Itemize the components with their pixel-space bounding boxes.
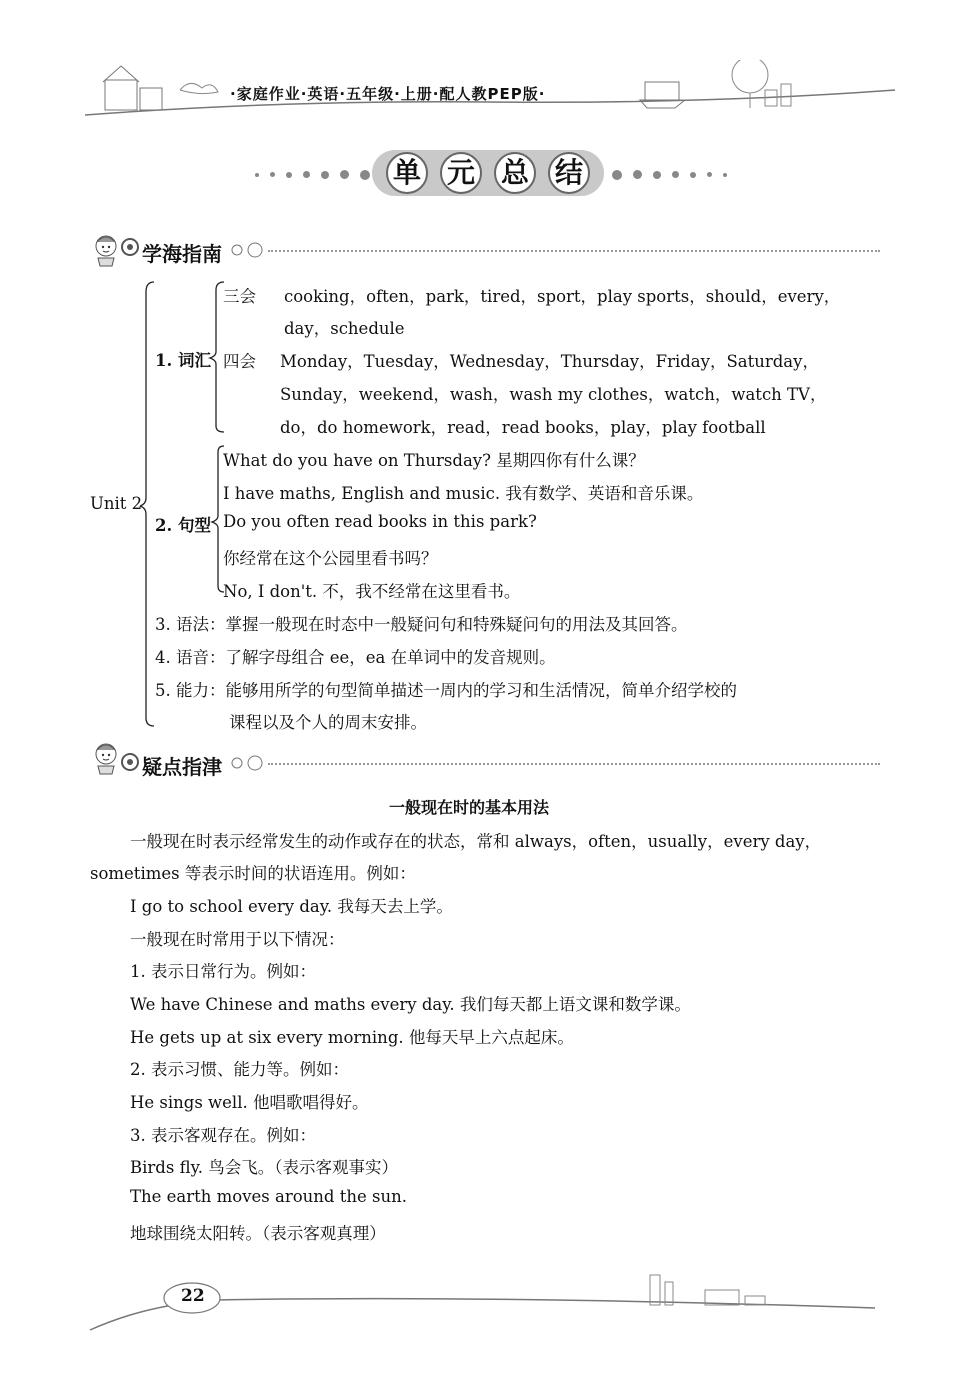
section-title-study-guide: 学海指南 — [142, 242, 222, 266]
banner-char: 元 — [440, 152, 482, 194]
banner-dots-left — [255, 164, 381, 183]
article-paragraph-line: 一般现在时表示经常发生的动作或存在的状态，常和 always，often，usually，every day， — [130, 832, 822, 851]
sentence-line: Do you often read books in this park? — [223, 512, 537, 531]
vocab-label — [155, 347, 211, 371]
section-title-tips: 疑点指津 — [142, 755, 222, 779]
banner-char: 单 — [386, 152, 428, 194]
sentence-line: No, I don't. 不，我不经常在这里看书。 — [223, 582, 521, 601]
case-heading: 1. 表示日常行为。例如： — [130, 962, 316, 981]
header-title: ·家庭作业·英语·五年级·上册·配人教PEP版· — [230, 85, 546, 103]
case-heading: 2. 表示习惯、能力等。例如： — [130, 1060, 349, 1079]
section-divider — [268, 763, 880, 765]
sentence-line: What do you have on Thursday? 星期四你有什么课？ — [223, 451, 645, 470]
article-title: 一般现在时的基本用法 — [389, 798, 550, 817]
article-paragraph-line: 一般现在时常用于以下情况： — [130, 930, 345, 949]
article-paragraph-line: sometimes 等表示时间的状语连用。例如： — [90, 864, 416, 883]
sentence-line: I have maths, English and music. 我有数学、英语和音乐课。 — [223, 484, 704, 503]
banner-dots-right — [612, 164, 738, 183]
sihui-line: Sunday，weekend，wash，wash my clothes，watch，watch TV， — [280, 385, 827, 404]
ability-line: 课程以及个人的周末安排。 — [229, 713, 427, 732]
sihui-line: do，do homework，read，read books，play，play football — [280, 418, 766, 437]
section-bullet-icon — [120, 752, 140, 772]
loop-ornament-icon — [230, 755, 266, 771]
sentence-line: 你经常在这个公园里看书吗？ — [223, 549, 438, 568]
sihui-label: 四会 — [223, 352, 256, 371]
example-line: Birds fly. 鸟会飞。（表示客观事实） — [130, 1158, 398, 1177]
example-line: I go to school every day. 我每天去上学。 — [130, 897, 453, 916]
grammar-line: 3. 语法：掌握一般现在时态中一般疑问句和特殊疑问句的用法及其回答。 — [155, 615, 688, 634]
ability-line: 5. 能力：能够用所学的句型简单描述一周内的学习和生活情况，简单介绍学校的 — [155, 681, 737, 700]
case-heading: 3. 表示客观存在。例如： — [130, 1126, 316, 1145]
phonics-line: 4. 语音：了解字母组合 ee，ea 在单词中的发音规则。 — [155, 648, 556, 667]
unit-summary-banner — [372, 150, 604, 196]
page-number: 22 — [181, 1286, 205, 1306]
sentences-label: 2. 句型 — [155, 516, 211, 535]
vocab-label-text: 1. 词汇 — [155, 351, 211, 370]
banner-char: 总 — [494, 152, 536, 194]
example-line: We have Chinese and maths every day. 我们每天都上语文课和数学课。 — [130, 995, 691, 1014]
example-line: He sings well. 他唱歌唱得好。 — [130, 1093, 369, 1112]
tree-root-unit: Unit 2 — [90, 494, 143, 513]
example-line: The earth moves around the sun. — [130, 1187, 407, 1206]
sihui-line: Monday，Tuesday，Wednesday，Thursday，Friday，Saturday， — [280, 352, 819, 371]
example-line: He gets up at six every morning. 他每天早上六点起床。 — [130, 1028, 574, 1047]
section-divider — [268, 250, 880, 252]
loop-ornament-icon — [230, 242, 266, 258]
sanhui-label: 三会 — [223, 287, 256, 306]
sanhui-line: day，schedule — [284, 319, 405, 338]
sanhui-line: cooking，often，park，tired，sport，play sports，should，every， — [284, 287, 841, 306]
section-bullet-icon — [120, 237, 140, 257]
banner-char: 结 — [548, 152, 590, 194]
example-line: 地球围绕太阳转。（表示客观真理） — [130, 1224, 386, 1243]
